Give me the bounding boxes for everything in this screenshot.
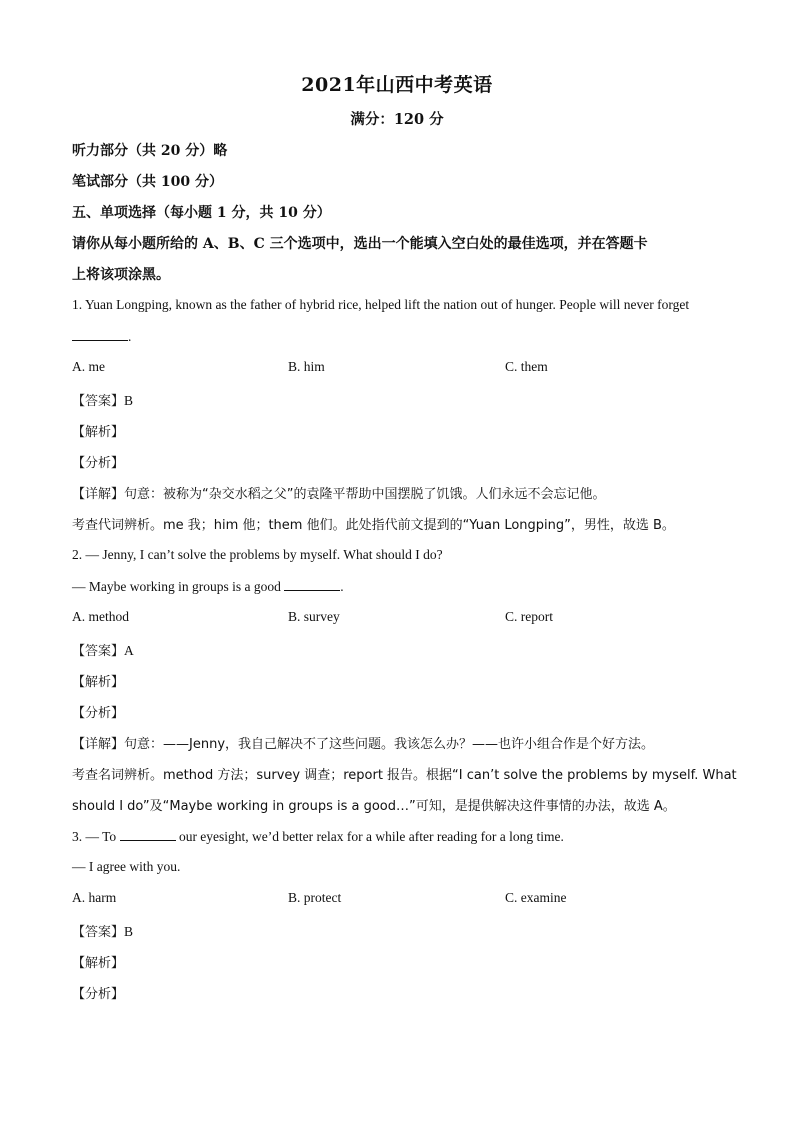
q2-explain-2: should I do”及“Maybe working in groups is a good…”可知，是提供解决这件事情的办法，故选 A。 [72, 799, 676, 814]
q2-stem-2: — Maybe working in groups is a good . [72, 579, 344, 594]
q3-stem-2: — I agree with you. [72, 859, 181, 874]
q1-answer: 【答案】B [72, 393, 134, 409]
q2-stem-1: 2. — Jenny, I can’t solve the problems by myself. What should I do? [72, 547, 443, 562]
q3-fenxi: 【分析】 [72, 987, 125, 1002]
q2-option-a: A. method [72, 609, 129, 624]
q2-fenxi: 【分析】 [72, 706, 125, 721]
q3-jiexi: 【解析】 [72, 956, 125, 971]
q1-jiexi: 【解析】 [72, 425, 125, 440]
answer-blank [120, 828, 176, 841]
q1-option-c: C. them [505, 359, 548, 374]
q3-stem-1: 3. — To our eyesight, we’d better relax for a while after reading for a long time. [72, 829, 564, 844]
q2-jiexi: 【解析】 [72, 675, 125, 690]
q1-stem-blank: . [72, 328, 131, 345]
instruction-line-1: 请你从每小题所给的 A、B、C 三个选项中，选出一个能填入空白处的最佳选项，并在答题卡 [72, 236, 648, 252]
q2-option-c: C. report [505, 609, 553, 624]
q3-option-c: C. examine [505, 890, 567, 905]
q1-explain: 考查代词辨析。me 我；him 他；them 他们。此处指代前文提到的“Yuan Longping”，男性，故选 B。 [72, 518, 675, 533]
answer-blank [284, 578, 340, 591]
q1-fenxi: 【分析】 [72, 456, 125, 471]
q1-stem: 1. Yuan Longping, known as the father of hybrid rice, helped lift the nation out of hunger. People will never forget [72, 297, 690, 312]
q2-answer: 【答案】A [72, 643, 134, 659]
answer-blank [72, 328, 128, 341]
q3-option-b: B. protect [288, 890, 342, 905]
instruction-line-2: 上将该项涂黑。 [72, 267, 170, 283]
writing-section: 笔试部分（共 100 分） [72, 174, 223, 190]
q1-option-a: A. me [72, 359, 105, 374]
q2-option-b: B. survey [288, 609, 340, 624]
q2-explain-1: 考查名词辨析。method 方法；survey 调查；report 报告。根据“I can’t solve the problems by myself. What [72, 768, 737, 783]
listening-section: 听力部分（共 20 分）略 [72, 143, 228, 159]
q1-detail: 【详解】句意：被称为“杂交水稻之父”的袁隆平帮助中国摆脱了饥饿。人们永远不会忘记他。 [72, 487, 606, 502]
q3-answer: 【答案】B [72, 924, 134, 940]
q2-detail: 【详解】句意：——Jenny，我自己解决不了这些问题。我该怎么办？——也许小组合作是个好方法。 [72, 737, 655, 752]
q3-option-a: A. harm [72, 890, 117, 905]
page-title: 2021年山西中考英语 [301, 74, 493, 96]
total-score: 满分：120 分 [350, 111, 444, 128]
q1-option-b: B. him [288, 359, 325, 374]
part5-heading: 五、单项选择（每小题 1 分，共 10 分） [72, 205, 331, 221]
